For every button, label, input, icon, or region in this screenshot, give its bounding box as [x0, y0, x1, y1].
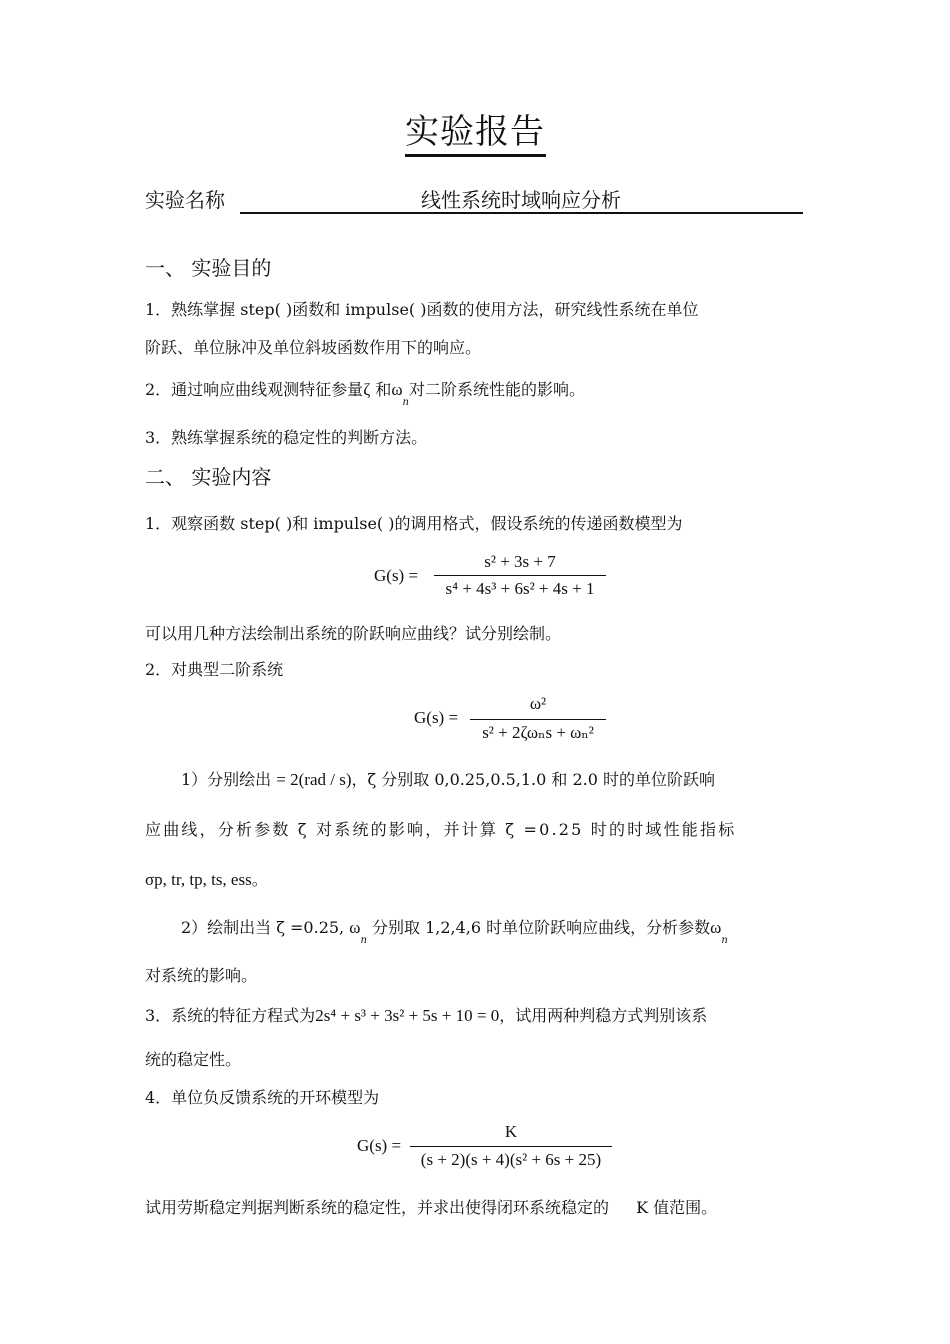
formula-1-fraction [434, 552, 606, 600]
purpose-item-2-and: 和 [375, 380, 392, 399]
content-item-2-2-line-2: 对系统的影响。 [145, 966, 258, 985]
content-item-4-question [145, 1198, 717, 1218]
content-item-3-line-1 [145, 1006, 707, 1026]
formula-1-denominator: s⁴ + 4s³ + 6s² + 4s + 1 [445, 579, 595, 598]
section-heading-purpose: 一、 实验目的 [145, 256, 272, 280]
experiment-name-value: 线性系统时域响应分析 [421, 188, 621, 212]
zeta-symbol: ζ [363, 380, 371, 399]
purpose-item-3: 3．熟练掌握系统的稳定性的判断方法。 [145, 428, 428, 447]
omega-n-symbol-2: ω [710, 918, 722, 937]
content-item-3-line-2: 统的稳定性。 [145, 1050, 242, 1069]
experiment-name-underline [240, 212, 803, 214]
formula-2-fraction [470, 694, 606, 750]
purpose-item-2 [145, 380, 586, 408]
experiment-name-label: 实验名称 [145, 188, 225, 212]
omega-n-symbol: ω [349, 918, 361, 937]
purpose-item-1-line-1: 1．熟练掌握 step( )函数和 impulse( )函数的使用方法，研究线性系统在单位 [145, 300, 699, 319]
content-3-text-a: 3．系统的特征方程式为 [145, 1006, 316, 1025]
content-2-2-text-b: 分别取 1,2,4,6 时单位阶跃响应曲线，分析参数 [372, 918, 711, 937]
characteristic-equation: 2s⁴ + s³ + 3s² + 5s + 10 = 0 [315, 1006, 500, 1025]
performance-indices: σp, tr, tp, ts, ess [145, 870, 252, 889]
title-underline [405, 154, 546, 157]
omega-n-subscript: n [360, 935, 367, 946]
omega-n-equation: = 2(rad / s) [276, 770, 352, 789]
formula-3-denominator: (s + 2)(s + 4)(s² + 6s + 25) [420, 1150, 602, 1169]
formula-3-numerator: K [504, 1122, 518, 1141]
formula-2-denominator: s² + 2ζωₙs + ωₙ² [482, 723, 594, 742]
content-item-4: 4．单位负反馈系统的开环模型为 [145, 1088, 380, 1107]
formula-1-lhs: G(s) = [374, 566, 419, 585]
content-3-text-b: ，试用两种判稳方式判别该系 [499, 1006, 708, 1025]
section-heading-content: 二、 实验内容 [145, 465, 272, 489]
formula-3-fraction-bar [410, 1146, 612, 1147]
content-2-1-end: 。 [251, 870, 268, 889]
content-4-k-range: K 值范围。 [636, 1198, 718, 1217]
formula-2-fraction-bar [470, 719, 606, 720]
omega-n-subscript-2: n [721, 935, 728, 946]
content-item-2: 2．对典型二阶系统 [145, 660, 284, 679]
purpose-item-1-line-2: 阶跃、单位脉冲及单位斜坡函数作用下的响应。 [145, 338, 482, 357]
formula-1-fraction-bar [434, 575, 606, 576]
formula-2-lhs: G(s) = [414, 708, 459, 727]
report-title: 实验报告 [405, 112, 545, 152]
omega-symbol: ω [391, 380, 403, 399]
formula-1-numerator: s² + 3s + 7 [484, 552, 556, 571]
formula-3-lhs: G(s) = [357, 1136, 402, 1155]
content-2-1-text-b: ，ζ 分别取 0,0.25,0.5,1.0 和 2.0 时的单位阶跃响 [351, 770, 716, 789]
formula-3-fraction [410, 1122, 612, 1172]
content-item-2-1-line-1 [181, 770, 715, 790]
content-item-2-1-line-3 [145, 870, 268, 890]
formula-2-numerator: ω² [529, 694, 547, 713]
content-item-1: 1．观察函数 step( )和 impulse( )的调用格式，假设系统的传递函数模型为 [145, 514, 683, 533]
purpose-item-2-text-a: 2．通过响应曲线观测特征参量 [145, 380, 364, 399]
content-2-1-text-a: 1）分别绘出 [181, 770, 272, 789]
omega-subscript-n: n [402, 397, 409, 408]
content-item-2-1-line-2: 应曲线，分析参数 ζ 对系统的影响，并计算 ζ =0.25 时的时域性能指标 [145, 820, 737, 839]
content-item-2-2-line-1 [181, 918, 728, 946]
content-4-question-text: 试用劳斯稳定判据判断系统的稳定性，并求出使得闭环系统稳定的 [145, 1198, 610, 1217]
content-item-1-question: 可以用几种方法绘制出系统的阶跃响应曲线？试分别绘制。 [145, 624, 562, 643]
content-2-2-text-a: 2）绘制出当 ζ =0.25, [181, 918, 345, 937]
purpose-item-2-text-b: 对二阶系统性能的影响。 [409, 380, 586, 399]
